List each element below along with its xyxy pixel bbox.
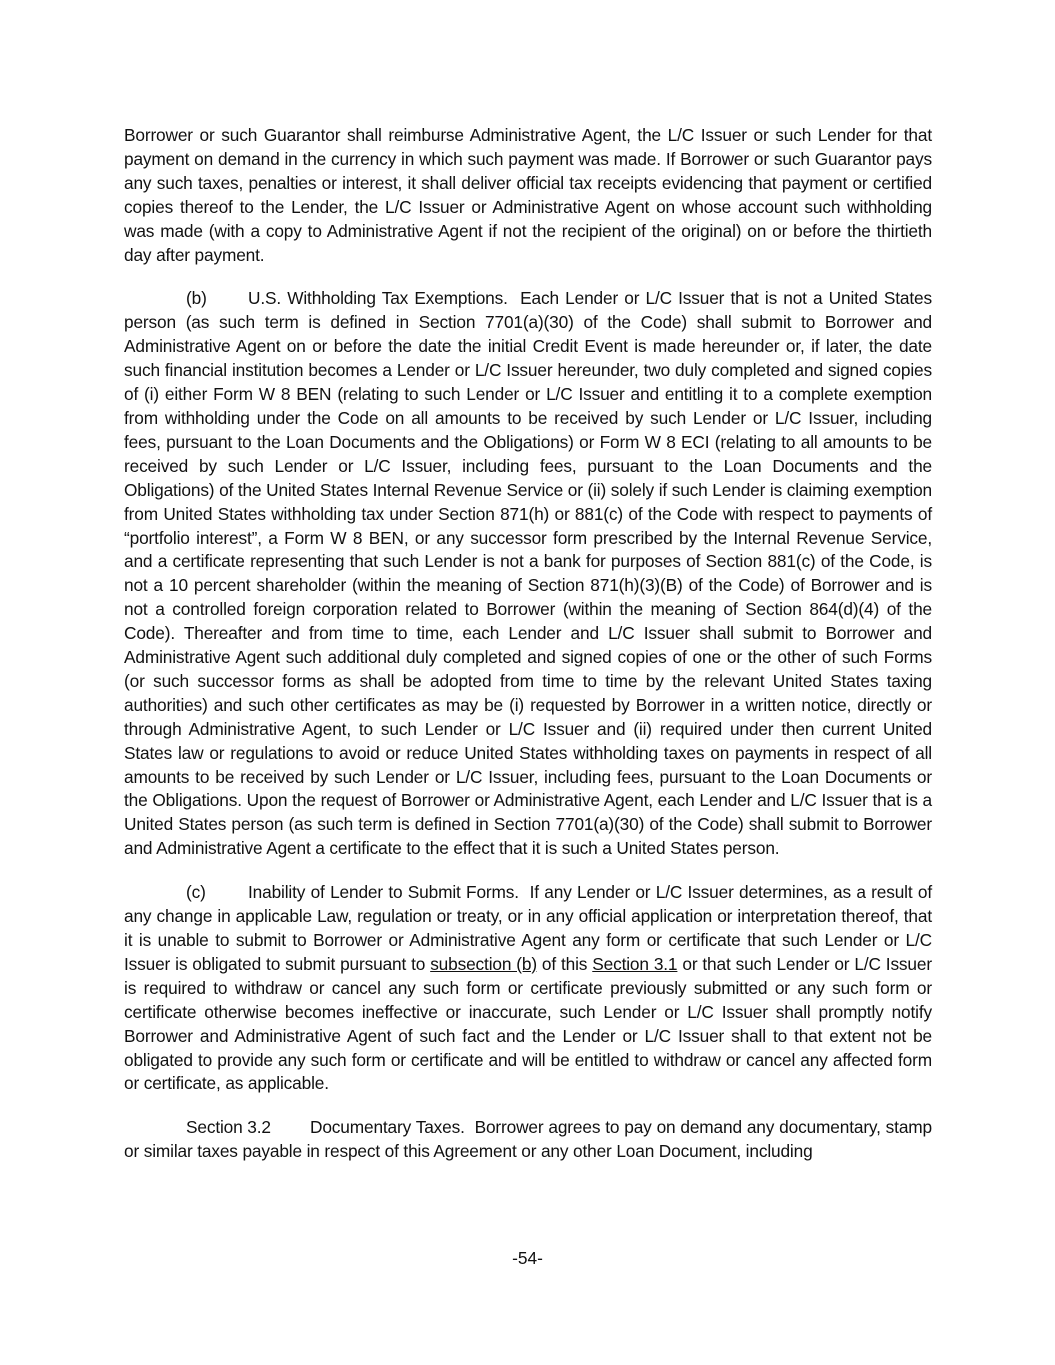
page-number: -54- <box>512 1248 543 1268</box>
paragraph-b-heading: U.S. Withholding Tax Exemptions. <box>248 288 508 309</box>
paragraph-b-number: (b) <box>186 288 207 309</box>
paragraph-c-text-1: If any Lender or L/C Issuer determines, as a result of any change in applicable Law, regulation or treaty, or in any official application or interpretation thereof, that it is unable to submit to Borrower or Administrative Agent any form or certificate that such Lender or L/C Issuer is obligated to submit pursuant to <box>124 882 932 974</box>
subsection-b-reference: subsection (b) <box>430 953 537 974</box>
paragraph-b-text: Each Lender or L/C Issuer that is not a United States person (as such term is defined in Section 7701(a)(30) of the Code) shall submit to Borrower and Administrative Agent on or before the date the initial Credit Event is made hereunder or, if later, the date such financial institution becomes a Lender or L/C Issuer hereunder, two duly completed and signed copies of (i) either Form W 8 BEN (relating to such Lender or L/C Issuer and entitling it to a complete exemption from withholding under the Code on all amounts to be received by such Lender or L/C Issuer, including fees, pursuant to the Loan Documents and the Obligations) or Form W 8 ECI (relating to all amounts to be received by such Lender or L/C Issuer, including fees, pursuant to the Loan Documents and the Obligations) of the United States Internal Revenue Service or (ii) solely if such Lender is claiming exemption from United States withholding tax under Section 871(h) or 881(c) of the Code with respect to payments of “portfolio interest”, a Form W 8 BEN, or any successor form prescribed by the Internal Revenue Service, and a certificate representing that such Lender is not a bank for purposes of Section 881(c) of the Code, is not a 10 percent shareholder (within the meaning of Section 871(h)(3)(B) of the Code) of Borrower and is not a controlled foreign corporation related to Borrower (within the meaning of Section 864(d)(4) of the Code). Thereafter and from time to time, each Lender and L/C Issuer shall submit to Borrower and Administrative Agent such additional duly completed and signed copies of one or the other of such Forms (or such successor forms as shall be adopted from time to time by the relevant United States taxing authorities) and such other certificates as may be (i) requested by Borrower in a written notice, directly or through Administrative Agent, to such Lender or L/C Issuer and (ii) required under then current United States law or regulations to avoid or reduce United States withholding taxes on payments in respect of all amounts to be received by such Lender or L/C Issuer, including fees, pursuant to the Loan Documents or the Obligations. Upon the request of Borrower or Administrative Agent, each Lender and L/C Issuer that is a United States person (as such term is defined in Section 7701(a)(30) of the Code) shall submit to Borrower and Administrative Agent a certificate to the effect that it is such a United States person. <box>124 288 932 859</box>
paragraph-c <box>124 881 932 1096</box>
paragraph-c-text-3: or that such Lender or L/C Issuer is required to withdraw or cancel any such form or certificate previously submitted or any such form or certificate otherwise becomes ineffective or inaccurate, such Lender or L/C Issuer shall promptly notify Borrower and Administrative Agent of such fact and the Lender or L/C Issuer shall to that extent not be obligated to provide any such form or certificate and will be entitled to withdraw or cancel any affected form or certificate, as applicable. <box>124 953 932 1094</box>
paragraph-b <box>124 287 932 861</box>
paragraph-c-number: (c) <box>186 882 206 903</box>
section-3-2-heading: Documentary Taxes. <box>310 1117 465 1138</box>
section-3-1-reference: Section 3.1 <box>592 953 678 974</box>
section-3-2-number: Section 3.2 <box>186 1117 271 1138</box>
paragraph-c-heading: Inability of Lender to Submit Forms. <box>248 882 519 903</box>
paragraph-c-text-2: of this <box>541 953 588 974</box>
document-page <box>124 124 932 1184</box>
paragraph-a-continuation: Borrower or such Guarantor shall reimburse Administrative Agent, the L/C Issuer or such Lender for that payment on demand in the currency in which such payment was made. If Borrower or such Guarantor pays any such taxes, penalties or interest, it shall deliver official tax receipts evidencing that payment or certified copies thereof to the Lender, the L/C Issuer or Administrative Agent on whose account such withholding was made (with a copy to Administrative Agent if not the recipient of the original) on or before the thirtieth day after payment. <box>124 125 932 265</box>
section-3-2-text: Borrower agrees to pay on demand any documentary, stamp or similar taxes payable in respect of this Agreement or any other Loan Document, including <box>124 1117 932 1162</box>
section-3-2 <box>124 1116 932 1164</box>
